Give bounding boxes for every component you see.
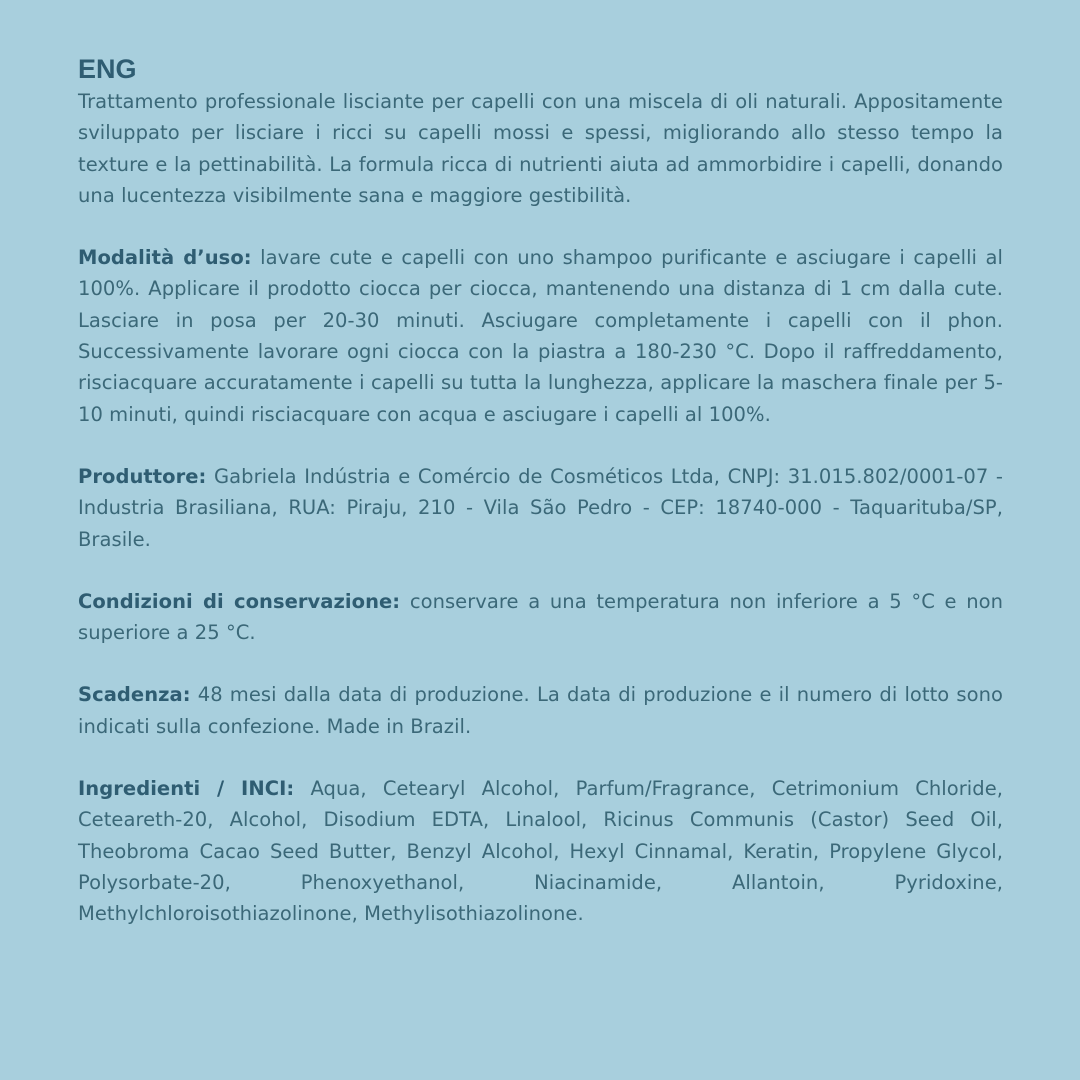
usage-text: lavare cute e capelli con uno shampoo purificante e asciugare i capelli al 100%. Applicare il prodotto ciocca per ciocca, mantenendo una distanza di 1 cm dalla cute. Lasciare in posa per 20-30 minuti. Asciugare completamente i capelli con il phon. Successivamente lavorare ogni ciocca con la piastra a 180-230 °C. Dopo il raffreddamento, risciacquare accuratamente i capelli su tutta la lunghezza, applicare la maschera finale per 5-10 minuti, quindi risciacquare con acqua e asciugare i capelli al 100%. bbox=[78, 246, 1004, 426]
expiry-section bbox=[78, 679, 1003, 742]
expiry-text: 48 mesi dalla data di produzione. La data di produzione e il numero di lotto sono indicati sulla confezione. Made in Brazil. bbox=[78, 683, 1003, 738]
usage-label: Modalità d’uso: bbox=[78, 246, 252, 270]
storage-text: conservare a una temperatura non inferiore a 5 °C e non superiore a 25 °C. bbox=[78, 589, 1004, 645]
storage-section bbox=[78, 586, 1003, 649]
product-info-panel bbox=[78, 52, 1003, 961]
ingredients-section bbox=[78, 773, 1003, 929]
manufacturer-label: Produttore: bbox=[78, 464, 207, 488]
ingredients-text: Aqua, Cetearyl Alcohol, Parfum/Fragrance, Cetrimonium Chloride, Ceteareth-20, Alcohol, Disodium EDTA, Linalool, Ricinus Communis (Castor) Seed Oil, Theobroma Cacao Seed Butter, Benzyl Alcohol, Hexyl Cinnamal, Keratin, Propylene Glycol, Polysorbate-20, Phenoxyethanol, Niacinamide, Allantoin, Pyridoxine, Methylchloroisothiazolinone, Methylisothiazolinone. bbox=[78, 777, 1003, 926]
storage-label: Condizioni di conservazione: bbox=[78, 589, 401, 613]
language-heading: ENG bbox=[78, 54, 137, 84]
manufacturer-text: Gabriela Indústria e Comércio de Cosméticos Ltda, CNPJ: 31.015.802/0001-07 - Industria Brasiliana, RUA: Piraju, 210 - Vila São Pedro - CEP: 18740-000 - Taquarituba/SP, Brasile. bbox=[78, 464, 1003, 551]
intro-paragraph: Trattamento professionale lisciante per capelli con una miscela di oli naturali. Appositamente sviluppato per lisciare i ricci su capelli mossi e spessi, migliorando allo stesso tempo la texture e la pettinabilità. La formula ricca di nutrienti aiuta ad ammorbidire i capelli, donando una lucentezza visibilmente sana e maggiore gestibilità. bbox=[78, 90, 1003, 207]
ingredients-label: Ingredienti / INCI: bbox=[78, 777, 295, 801]
usage-section bbox=[78, 242, 1003, 430]
manufacturer-section bbox=[78, 461, 1003, 555]
expiry-label: Scadenza: bbox=[78, 683, 191, 707]
